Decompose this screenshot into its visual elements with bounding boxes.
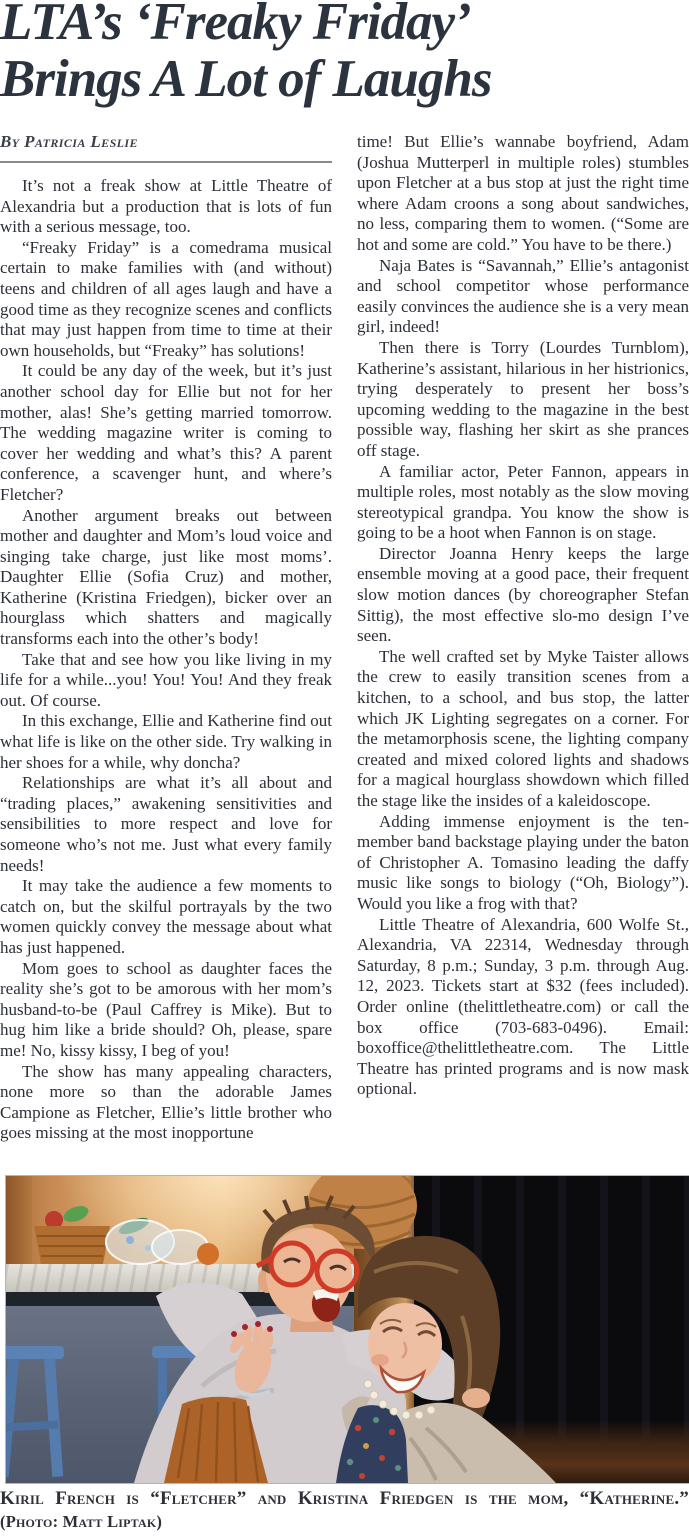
photo-caption bbox=[0, 1488, 689, 1532]
left-column-text bbox=[0, 176, 332, 1144]
counter-items-illustration bbox=[34, 1203, 219, 1265]
article-paragraph: It could be any day of the week, but it’s just another school day for Ellie but not for her mother, alas! She’s getting married tomorrow. The wedding magazine writer is coming to cover her wedding and what’s this? A parent conference, a scavenger hunt, and where’s Fletcher? bbox=[0, 361, 332, 504]
article-paragraph: Another argument breaks out between mother and daughter and Mom’s loud voice and singing take charge, just like most moms’. Daughter Ellie (Sofia Cruz) and mother, Katherine (Kristina Friedgen), bicker over an hourglass which shatters and magically transforms each into the other’s body! bbox=[0, 505, 332, 649]
article-paragraph: Little Theatre of Alexandria, 600 Wolfe St., Alexandria, VA 22314, Wednesday through Saturday, 8 p.m.; Sunday, 3 p.m. through Aug. 12, 2023. Tickets start at $32 (fees included). Order online (thelittletheatre.com) or call the box office (703-683-0496). Email: boxoffice@thelittletheatre.com. The Little Theatre has printed programs and is now mask optional. bbox=[357, 914, 689, 1099]
photo-illustration bbox=[6, 1176, 689, 1483]
article-columns bbox=[0, 131, 689, 1144]
article-paragraph: A familiar actor, Peter Fannon, appears in multiple roles, most notably as the slow moving stereotypical grandpa. You know the show is going to be a hoot when Fannon is on stage. bbox=[357, 461, 689, 543]
article-paragraph: In this exchange, Ellie and Katherine find out what life is like on the other side. Try walking in her shoes for a while, why doncha? bbox=[0, 711, 332, 772]
article-headline bbox=[0, 0, 689, 108]
photo-caption-text: Kiril French is “Fletcher” and Kristina Friedgen is the mom, “Katherine.” bbox=[0, 1488, 689, 1509]
article-paragraph: time! But Ellie’s wannabe boyfriend, Adam (Joshua Mutterperl in multiple roles) stumbles upon Fletcher at a bus stop at just the right time where Adam croons a song about sandwiches, no less, comparing them to women. (“Some are hot and some are cold.” You have to be there.) bbox=[357, 132, 689, 254]
article-paragraph: Take that and see how you like living in my life for a while...you! You! You! And they freak out. Of course. bbox=[0, 649, 332, 710]
headline-line-1: LTA’s ‘Freaky Friday’ bbox=[0, 0, 471, 51]
production-photo bbox=[6, 1176, 689, 1483]
article-paragraph: Then there is Torry (Lourdes Turnblom), Katherine’s assistant, hilarious in her histrionics, trying desperately to present her boss’s upcoming wedding to the magazine in the best possible way, flashing her skirt as she prances off stage. bbox=[357, 337, 689, 460]
article-paragraph: Adding immense enjoyment is the ten-member band backstage playing under the baton of Christopher A. Tomasino leading the daffy music like songs to biology (“Oh, Biology”). Would you like a frog with that? bbox=[357, 811, 689, 913]
headline-line-2: Brings A Lot of Laughs bbox=[0, 50, 492, 108]
byline-rule bbox=[0, 161, 332, 163]
article-paragraph: “Freaky Friday” is a comedrama musical certain to make families with (and without) teens and children of all ages laugh and have a good time as they recognize scenes and conflicts that may just happen from time to time at their own households, but “Freaky” has solutions! bbox=[0, 237, 332, 360]
article-paragraph: It may take the audience a few moments to catch on, but the skilful portrayals by the two women quickly convey the message about what has just happened. bbox=[0, 876, 332, 957]
article-column-left bbox=[0, 131, 332, 1144]
article-paragraph: Naja Bates is “Savannah,” Ellie’s antagonist and school competitor whose performance easily convinces the audience she is a very mean girl, indeed! bbox=[357, 255, 689, 337]
article-paragraph: Director Joanna Henry keeps the large ensemble moving at a good pace, their frequent slow motion dances (by choreographer Stefan Sittig), the most effective slo-mo design I’ve seen. bbox=[357, 543, 689, 646]
article-paragraph: The well crafted set by Myke Taister allows the crew to easily transition scenes from a kitchen, to a school, and bus stop, the latter which JK Lighting segregates on a corner. For the metamorphosis scene, the lighting company created and mixed colored lights and shadows for a magical hourglass showdown which filled the stage like the insides of a kaleidoscope. bbox=[357, 646, 689, 810]
right-column-text bbox=[357, 132, 689, 1100]
article-byline: By Patricia Leslie bbox=[0, 132, 138, 151]
article-paragraph: Relationships are what it’s all about and “trading places,” awakening sensitivities and sensibilities to more respect and love for someone who’s not me. Just what every family needs! bbox=[0, 773, 332, 875]
article-paragraph: The show has many appealing characters, none more so than the adorable James Campione as Fletcher, Ellie’s little brother who goes missing at the most inopportune bbox=[0, 1061, 332, 1143]
photo-credit: (Photo: Matt Liptak) bbox=[0, 1512, 163, 1531]
article-paragraph: It’s not a freak show at Little Theatre of Alexandria but a production that is lots of fun with a serious message, too. bbox=[0, 176, 332, 237]
article-column-right bbox=[357, 131, 689, 1144]
article-paragraph: Mom goes to school as daughter faces the reality she’s got to be amorous with her mom’s husband-to-be (Paul Caffrey is Mike). But to hug him like a bride should? Oh, please, spare me! No, kissy kissy, I beg of you! bbox=[0, 958, 332, 1060]
